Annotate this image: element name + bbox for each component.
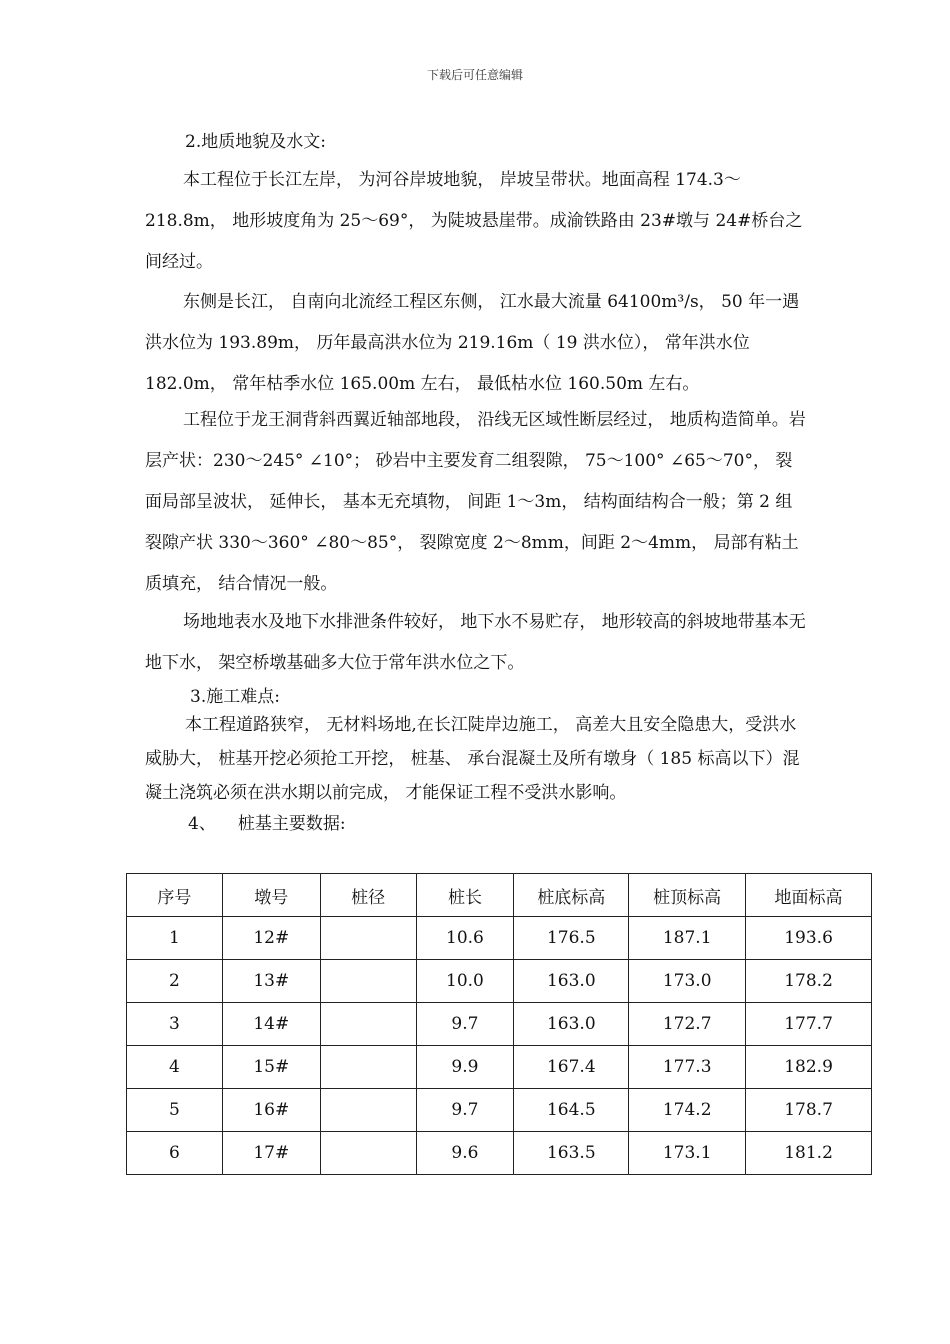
- table-cell: 15#: [222, 1046, 320, 1089]
- table-cell: 173.0: [629, 960, 746, 1003]
- table-cell: 177.7: [746, 1003, 872, 1046]
- paragraph-geology: [145, 400, 807, 605]
- table-row: [127, 1132, 872, 1175]
- table-cell: 167.4: [514, 1046, 629, 1089]
- table-row: [127, 1089, 872, 1132]
- table-cell: [320, 1003, 416, 1046]
- table-cell: 173.1: [629, 1132, 746, 1175]
- difficulty-heading: 3.施工难点:: [190, 687, 280, 707]
- table-cell: 9.6: [416, 1132, 514, 1175]
- paragraph-location-text: 本工程位于长江左岸， 为河谷岸坡地貌， 岸坡呈带状。地面高程 174.3～218.8m， 地形坡度角为 25～69°， 为陡坡悬崖带。成渝铁路由 23#墩与 24#桥台之间经过。: [145, 170, 803, 272]
- table-cell: 187.1: [629, 917, 746, 960]
- table-row: [127, 1046, 872, 1089]
- column-header: 桩底标高: [514, 874, 629, 917]
- table-cell: 10.6: [416, 917, 514, 960]
- column-header: 桩径: [320, 874, 416, 917]
- table-cell: 163.0: [514, 960, 629, 1003]
- table-cell: 9.7: [416, 1089, 514, 1132]
- paragraph-hydrology: [145, 282, 807, 405]
- table-cell: 12#: [222, 917, 320, 960]
- paragraph-groundwater: [145, 602, 807, 684]
- page-header-note: 下载后可任意编辑: [426, 68, 523, 82]
- column-header: 墩号: [222, 874, 320, 917]
- paragraph-location: [145, 160, 807, 283]
- table-row: [127, 960, 872, 1003]
- paragraph-hydrology-text: 东侧是长江， 自南向北流经工程区东侧， 江水最大流量 64100m³/s， 50 年一遇洪水位为 193.89m， 历年最高洪水位为 219.16m（ 19 洪水位）， 常年洪水位 182.0m， 常年枯季水位 165.00m 左右， 最低枯水位 160.50m 左右。: [145, 292, 800, 394]
- paragraph-geology-text: 工程位于龙王洞背斜西翼近轴部地段， 沿线无区域性断层经过， 地质构造简单。岩层产状：230～245° ∠10°； 砂岩中主要发育二组裂隙， 75～100° ∠65～70°， 裂面局部呈波状， 延伸长， 基本无充填物， 间距 1～3m， 结构面结构合一般；第 2 组裂隙产状 330～360° ∠80～85°， 裂隙宽度 2～8mm，间距 2～4mm， 局部有粘土质填充， 结合情况一般。: [145, 410, 806, 594]
- table-cell: [320, 917, 416, 960]
- table-cell: 3: [127, 1003, 223, 1046]
- table-cell: 164.5: [514, 1089, 629, 1132]
- paragraph-difficulty: [145, 708, 807, 810]
- pile-data-heading-number: 4、: [188, 814, 216, 834]
- table-cell: 181.2: [746, 1132, 872, 1175]
- pile-data-heading: [188, 809, 850, 834]
- table-cell: 174.2: [629, 1089, 746, 1132]
- column-header: 地面标高: [746, 874, 872, 917]
- table-cell: [320, 1046, 416, 1089]
- column-header: 桩顶标高: [629, 874, 746, 917]
- pile-data-table: [126, 873, 872, 1175]
- table-cell: 4: [127, 1046, 223, 1089]
- table-cell: 182.9: [746, 1046, 872, 1089]
- geology-heading: 2.地质地貌及水文:: [185, 132, 326, 152]
- table-cell: 5: [127, 1089, 223, 1132]
- table-cell: [320, 960, 416, 1003]
- table-cell: [320, 1089, 416, 1132]
- table-cell: 16#: [222, 1089, 320, 1132]
- table-cell: 14#: [222, 1003, 320, 1046]
- table-cell: 177.3: [629, 1046, 746, 1089]
- table-header-row: [127, 874, 872, 917]
- table-cell: 13#: [222, 960, 320, 1003]
- table-cell: 163.0: [514, 1003, 629, 1046]
- table-cell: 172.7: [629, 1003, 746, 1046]
- column-header: 序号: [127, 874, 223, 917]
- paragraph-groundwater-text: 场地地表水及地下水排泄条件较好， 地下水不易贮存， 地形较高的斜坡地带基本无地下水， 架空桥墩基础多大位于常年洪水位之下。: [145, 612, 806, 673]
- table-cell: 163.5: [514, 1132, 629, 1175]
- table-cell: 178.7: [746, 1089, 872, 1132]
- pile-data-heading-text: 桩基主要数据:: [237, 814, 346, 834]
- paragraph-difficulty-text: 本工程道路狭窄， 无材料场地,在长江陡岸边施工， 高差大且安全隐患大，受洪水威胁大， 桩基开挖必须抢工开挖， 桩基、 承台混凝土及所有墩身（ 185 标高以下）混凝土浇筑必须在洪水期以前完成， 才能保证工程不受洪水影响。: [145, 715, 800, 803]
- table-row: [127, 917, 872, 960]
- table-cell: 6: [127, 1132, 223, 1175]
- table-cell: 2: [127, 960, 223, 1003]
- table-cell: 1: [127, 917, 223, 960]
- table-cell: 176.5: [514, 917, 629, 960]
- table-cell: 193.6: [746, 917, 872, 960]
- table-cell: 9.7: [416, 1003, 514, 1046]
- table-cell: 178.2: [746, 960, 872, 1003]
- table-cell: 17#: [222, 1132, 320, 1175]
- table-cell: 10.0: [416, 960, 514, 1003]
- column-header: 桩长: [416, 874, 514, 917]
- table-row: [127, 1003, 872, 1046]
- table-cell: 9.9: [416, 1046, 514, 1089]
- table-cell: [320, 1132, 416, 1175]
